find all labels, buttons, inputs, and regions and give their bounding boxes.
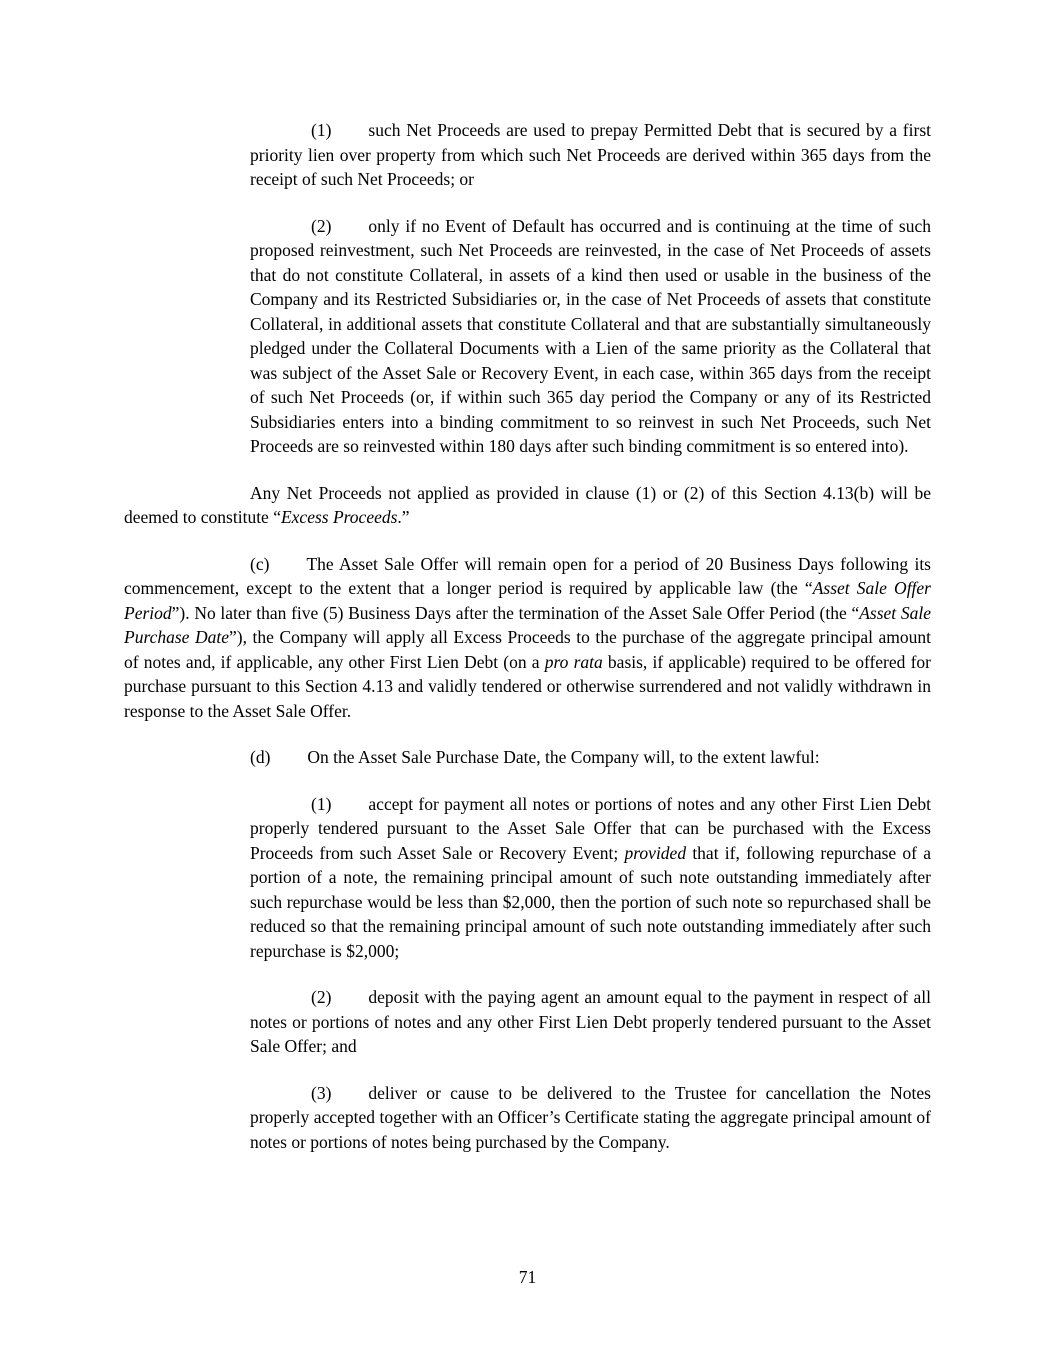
italic-text-run: Asset Sale Offer Period [124,578,931,623]
text-run: such Net Proceeds are used to prepay Permitted Debt that is secured by a first priority lien over property from which such Net Proceeds are derived within 365 days from the receipt of such Net Proceeds; or [250,120,931,189]
clause-label: (2) [311,215,332,236]
italic-text-run: Excess Proceeds [280,507,398,527]
text-run: The Asset Sale Offer will remain open for a period of 20 Business Days following its commencement, except to the extent that a longer period is required by applicable law (the “ [124,553,931,598]
sub-clause-paragraph [250,1081,931,1155]
document-body [124,118,931,1176]
clause-label: (2) [311,987,332,1007]
page-number: 71 [518,1266,537,1287]
text-run: .” [397,507,410,527]
sub-clause-paragraph [250,985,931,1059]
text-run: that if, following repurchase of a portion of a note, the remaining principal amount of such note outstanding immediately after such repurchase would be less than $2,000, then the portion of such note so repurchased shall be reduced so that the remaining principal amount of such note outstanding immediately after such repurchase is $2,000; [250,842,931,961]
text-run: deliver or cause to be delivered to the Trustee for cancellation the Notes properly accepted together with an Officer’s Certificate stating the aggregate principal amount of notes or portions of notes being purchased by the Company. [250,1082,931,1152]
text-run: Any Net Proceeds not applied as provided in clause (1) or (2) of this Section 4.13(b) will be deemed to constitute “ [124,482,931,527]
text-run: basis, if applicable) required to be offered for purchase pursuant to this Section 4.13 and validly tendered or otherwise surrendered and not validly withdrawn in response to the Asset Sale Offer. [124,651,931,721]
text-run: On the Asset Sale Purchase Date, the Company will, to the extent lawful: [307,747,820,767]
sub-clause-paragraph [250,118,931,192]
italic-text-run: provided [624,842,687,863]
sub-clause-paragraph [250,214,931,459]
italic-text-run: Asset Sale Purchase Date [124,602,932,647]
text-run: deposit with the paying agent an amount equal to the payment in respect of all notes or portions of notes and any other First Lien Debt properly tendered pursuant to the Asset Sale Offer; and [250,987,931,1056]
text-run: accept for payment all notes or portions of notes and any other First Lien Debt properly tendered pursuant to the Asset Sale Offer that can be purchased with the Excess Proceeds from such Asset Sale or Recovery Event; [250,793,931,863]
clause-label: (1) [311,120,332,140]
text-run: ”), the Company will apply all Excess Proceeds to the purchase of the aggregate principal amount of notes and, if applicable, any other First Lien Debt (on a [124,627,931,672]
sub-clause-paragraph [250,792,931,964]
text-run: ”). No later than five (5) Business Days after the termination of the Asset Sale Offer Period (the “ [171,602,860,623]
italic-text-run: pro rata [544,651,603,672]
clause-label: (c) [250,553,270,574]
clause-label: (1) [311,793,332,814]
paragraph [124,745,931,770]
paragraph [124,552,931,724]
text-run: only if no Event of Default has occurred and is continuing at the time of such proposed reinvestment, such Net Proceeds are reinvested, in the case of Net Proceeds of assets that do not constitute Collateral, in assets of a kind then used or usable in the business of the Company and its Restricted Subsidiaries or, in the case of Net Proceeds of assets that constitute Collateral, in additional assets that constitute Collateral and that are substantially simultaneously pledged under the Collateral Documents with a Lien of the same priority as the Collateral that was subject of the Asset Sale or Recovery Event, in each case, within 365 days from the receipt of such Net Proceeds (or, if within such 365 day period the Company or any of its Restricted Subsidiaries enters into a binding commitment to so reinvest in such Net Proceeds, such Net Proceeds are so reinvested within 180 days after such binding commitment is so entered into). [250,215,931,456]
clause-label: (d) [250,747,271,767]
clause-label: (3) [311,1082,332,1103]
paragraph [124,481,931,530]
